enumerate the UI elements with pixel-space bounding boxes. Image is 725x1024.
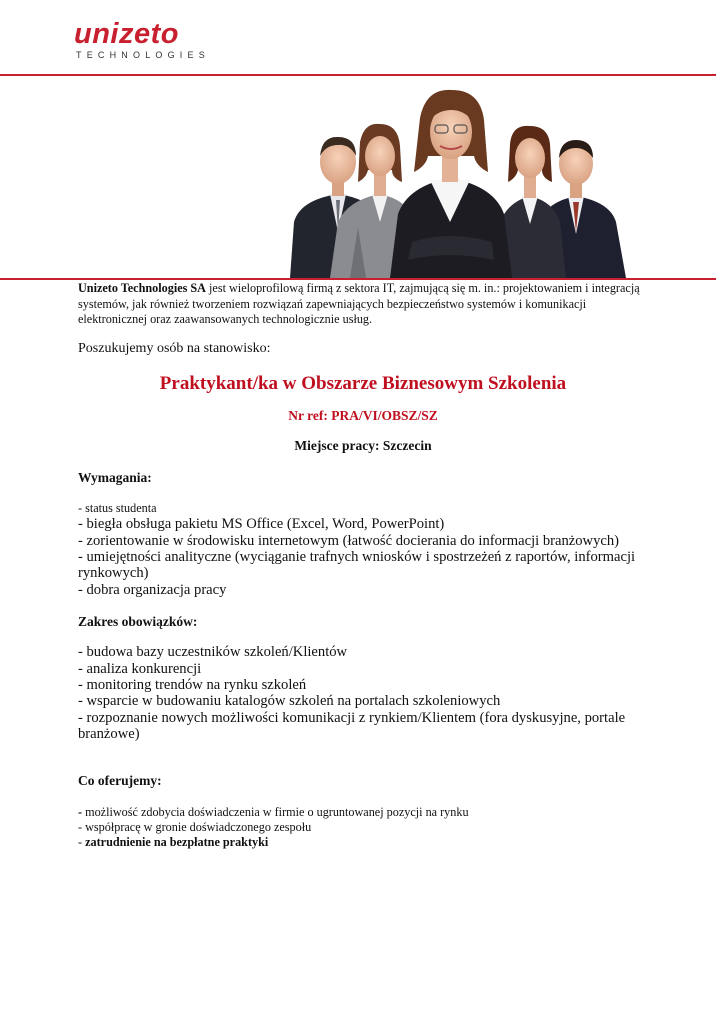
job-location: Miejsce pracy: Szczecin xyxy=(294,437,432,453)
list-item: - status studenta xyxy=(78,500,157,515)
requirements-heading: Wymagania: xyxy=(78,469,152,485)
list-item: - biegła obsługa pakietu MS Office (Excel, Word, PowerPoint) xyxy=(78,516,445,533)
requirements-list xyxy=(78,500,648,598)
list-item: - budowa bazy uczestników szkoleń/Klientów xyxy=(78,644,348,661)
company-intro xyxy=(78,281,648,328)
job-posting xyxy=(78,281,648,851)
list-text: współpracę w gronie doświadczonego zespołu xyxy=(82,820,312,835)
company-name: Unizeto Technologies SA xyxy=(78,281,206,295)
list-item: - dobra organizacja pracy xyxy=(78,581,227,598)
job-reference: Nr ref: PRA/VI/OBSZ/SZ xyxy=(288,407,438,423)
duties-heading: Zakres obowiązków: xyxy=(78,614,198,630)
list-text: zatrudnienie na bezpłatne praktyki xyxy=(82,835,269,850)
header-divider xyxy=(0,74,716,76)
list-dash: - xyxy=(78,804,83,819)
list-item: - analiza konkurencji xyxy=(78,660,202,677)
list-item: - umiejętności analityczne (wyciąganie trafnych wniosków i spostrzeżeń z raportów, informacji rynkowych) xyxy=(78,549,636,582)
content-divider xyxy=(0,278,716,280)
list-item: - wsparcie w budowaniu katalogów szkoleń na portalach szkoleniowych xyxy=(78,693,501,710)
person-center-woman xyxy=(390,90,512,278)
list-item xyxy=(78,835,648,850)
list-item: - zorientowanie w środowisku internetowym (łatwość docierania do informacji branżowych) xyxy=(78,532,620,549)
search-lead: Poszukujemy osób na stanowisko: xyxy=(78,340,271,356)
list-item: - rozpoznanie nowych możliwości komunikacji z rynkiem/Klientem (fora dyskusyjne, portale branżowe) xyxy=(78,709,626,743)
list-item xyxy=(78,820,648,835)
duties-list xyxy=(78,644,648,742)
job-title: Praktykant/ka w Obszarze Biznesowym Szkolenia xyxy=(159,372,567,394)
logo-wordmark: unizeto xyxy=(74,18,179,50)
team-photo xyxy=(280,82,640,278)
list-dash: - xyxy=(78,835,83,850)
offer-list xyxy=(78,805,648,851)
company-description: jest wieloprofilową firmą z sektora IT, zajmującą się m. in.: projektowaniem i integracją systemów, jak również tworzeniem rozwiązań zapewniających bezpieczeństwo systemów i komunikacji elektronicznej oraz zaawansowanych technologicznie usług. xyxy=(78,281,640,327)
list-text: możliwość zdobycia doświadczenia w firmie o ugruntowanej pozycji na rynku xyxy=(82,804,469,819)
company-logo xyxy=(74,20,224,60)
list-item: - monitoring trendów na rynku szkoleń xyxy=(78,677,307,694)
list-dash: - xyxy=(78,820,83,835)
logo-tagline: TECHNOLOGIES xyxy=(76,50,210,60)
list-item xyxy=(78,805,648,820)
offer-heading: Co oferujemy: xyxy=(78,772,162,788)
